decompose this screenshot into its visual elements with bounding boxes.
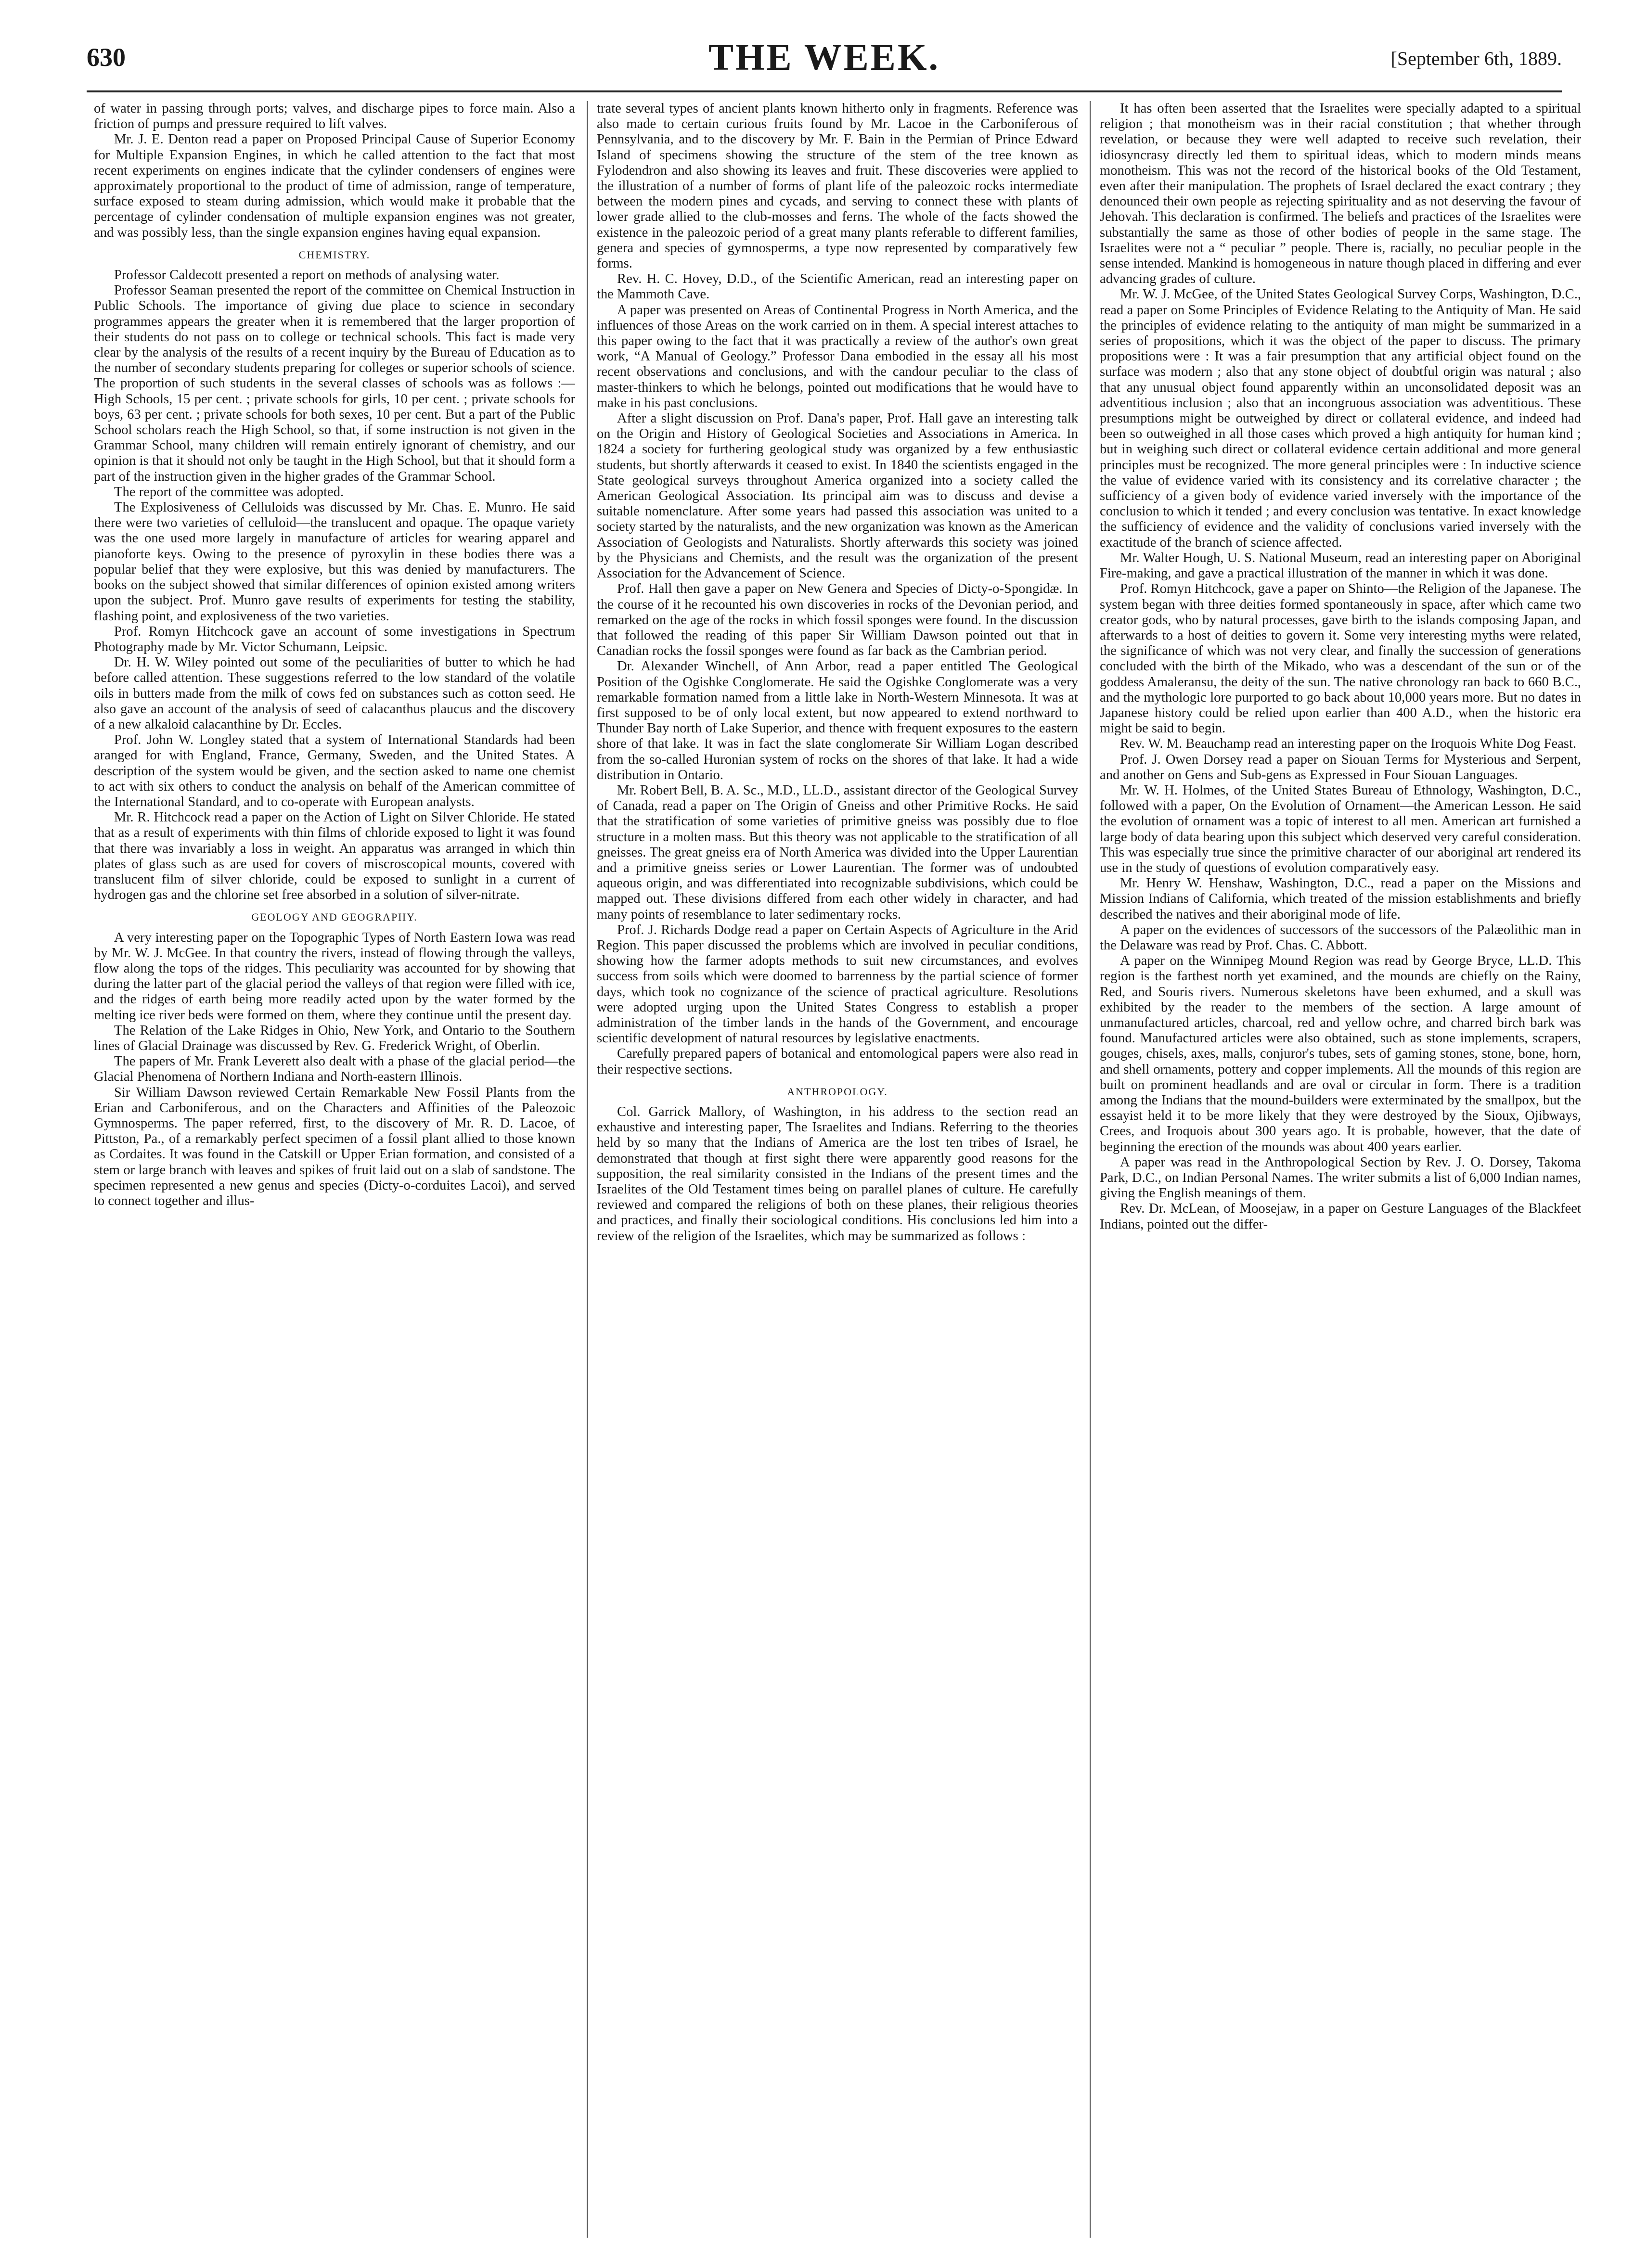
paragraph: A paper was read in the Anthropological Section by Rev. J. O. Dorsey, Takoma Park, D.C., on Indian Personal Names. The writer submits a list of 6,000 Indian names, giving the English meanings of them. [1100, 1154, 1581, 1201]
paragraph: Prof. J. Richards Dodge read a paper on Certain Aspects of Agriculture in the Arid Region. This paper discussed the problems which are involved in peculiar conditions, showing how the farmer adopts methods to suit new circumstances, and evolves success from soils which were doomed to barrenness by the partial science of former days, which took no cognizance of the science of practical agriculture. Resolutions were adopted urging upon the United States Congress to establish a proper administration of the timber lands in the hands of the Government, and encourage scientific development of natural resources by legislative enactments. [597, 922, 1078, 1046]
page-header [87, 34, 1562, 87]
paragraph: It has often been asserted that the Israelites were specially adapted to a spiritual religion ; that monotheism was in their racial constitution ; that whether through revelation, or because they were well adapted to receive such revelation, their idiosyncrasy directly led them to spiritual ideas, which to modern minds means monotheism. This was not the record of the historical books of the Old Testament, even after their manipulation. The prophets of Israel declared the exact contrary ; they denounced their own people as rejecting spirituality and as not deserving the favour of Jehovah. This declaration is confirmed. The beliefs and practices of the Israelites were substantially the same as those of other bodies of people in the same stage. The Israelites were not a “ peculiar ” people. There is, racially, no peculiar people in the sense intended. Mankind is homogeneous in nature though placed in differing and ever advancing grades of culture. [1100, 101, 1581, 287]
column-2 [597, 101, 1078, 2247]
paragraph: Col. Garrick Mallory, of Washington, in his address to the section read an exhaustive and interesting paper, The Israelites and Indians. Referring to the theories held by so many that the Indians of America are the lost ten tribes of Israel, he demonstrated that though at first sight there were apparently good reasons for the supposition, the real similarity consisted in the Indians of the present times and the Israelites of the Old Testament times being on parallel planes of culture. He carefully reviewed and compared the religions of both on these planes, their religious theories and practices, and finally their sociological conditions. His conclusions led him into a review of the religion of the Israelites, which may be summarized as follows : [597, 1104, 1078, 1243]
section-heading: GEOLOGY AND GEOGRAPHY. [251, 911, 418, 923]
paragraph: Dr. H. W. Wiley pointed out some of the peculiarities of butter to which he had before called attention. These suggestions referred to the low standard of the volatile oils in butters made from the milk of cows fed on substances such as cotton seed. He also gave an account of the analysis of seed of calacanthus plaucus and the discovery of a new alkaloid calacanthine by Dr. Eccles. [94, 655, 575, 732]
paragraph: Prof. Hall then gave a paper on New Genera and Species of Dicty-o-Spongidæ. In the course of it he recounted his own discoveries in rocks of the Devonian period, and remarked on the age of the rocks in which fossil sponges were found. In the discussion that followed the reading of this paper Sir William Dawson pointed out that in Canadian rocks the fossil sponges were found as far back as the Cambrian period. [597, 581, 1078, 659]
section-heading: ANTHROPOLOGY. [787, 1085, 888, 1098]
paragraph: Sir William Dawson reviewed Certain Remarkable New Fossil Plants from the Erian and Carboniferous, and on the Characters and Affinities of the Paleozoic Gymnosperms. The paper referred, first, to the discovery of Mr. R. D. Lacoe, of Pittston, Pa., of a remarkably perfect specimen of a fossil plant allied to those known as Cordaites. It was found in the Catskill or Upper Erian formation, and consisted of a stem or large branch with leaves and spikes of fruit laid out on a slab of sandstone. The specimen represented a new genus and species (Dicty-o-corduites Lacoi), and served to connect together and illus- [94, 1085, 575, 1209]
paragraph: Rev. W. M. Beauchamp read an interesting paper on the Iroquois White Dog Feast. [1120, 736, 1577, 752]
page-number: 630 [87, 43, 126, 72]
paragraph: Prof. Romyn Hitchcock gave an account of some investigations in Spectrum Photography made by Mr. Victor Schumann, Leipsic. [94, 624, 575, 654]
column-3 [1100, 101, 1581, 2247]
paragraph: Dr. Alexander Winchell, of Ann Arbor, read a paper entitled The Geological Position of the Ogishke Conglomerate. He said the Ogishke Conglomerate was a very remarkable formation named from a little lake in North-Western Minnesota. It was at first supposed to be of only local extent, but now appeared to extend northward to Thunder Bay north of Lake Superior, and thence with frequent exposures to the eastern shore of that lake. It was in fact the slate conglomerate Sir William Logan described from the so-called Huronian system of rocks on the shores of that lake. It had a wide distribution in Ontario. [597, 659, 1078, 782]
paragraph: A paper was presented on Areas of Continental Progress in North America, and the influences of those Areas on the work carried on in them. A special interest attaches to this paper owing to the fact that it was practically a review of the author's own great work, “A Manual of Geology.” Professor Dana embodied in the essay all his most recent observations and conclusions, and with the candour peculiar to the class of master-thinkers to which he belongs, pointed out modifications that he would have to make in his past conclusions. [597, 302, 1078, 410]
paragraph: The papers of Mr. Frank Leverett also dealt with a phase of the glacial period—the Glacial Phenomena of Northern Indiana and North-eastern Illinois. [94, 1054, 575, 1085]
paragraph: Rev. Dr. McLean, of Moosejaw, in a paper on Gesture Languages of the Blackfeet Indians, pointed out the differ- [1100, 1201, 1581, 1232]
paragraph: A paper on the Winnipeg Mound Region was read by George Bryce, LL.D. This region is the farthest north yet examined, and the mounds are chiefly on the Rainy, Red, and Souris rivers. Numerous skeletons have been exhumed, and a skull was exhibited by the reader to the members of the section. A large amount of unmanufactured articles, charcoal, red and yellow ochre, and charred birch bark was found. Manufactured articles were also obtained, such as stone implements, scrapers, gouges, chisels, axes, malls, conjuror's tubes, sets of gaming stones, stone, bone, horn, and shell ornaments, pottery and copper implements. All the mounds of this region are built on prominent headlands and are oval or circular in form. There is a tradition among the Indians that the mound-builders were exterminated by the smallpox, but the essayist held it to be more likely that they were destroyed by the Sioux, Ojibways, Crees, and Iroquois about 300 years ago. It is probable, however, that the date of beginning the erection of the mounds was about 400 years earlier. [1100, 953, 1581, 1154]
paragraph: of water in passing through ports; valves, and discharge pipes to force main. Also a friction of pumps and pressure required to lift valves. [94, 101, 575, 132]
paragraph: Mr. Henry W. Henshaw, Washington, D.C., read a paper on the Missions and Mission Indians of California, which treated of the mission establishments and briefly described the natives and their aboriginal mode of life. [1100, 876, 1581, 922]
paragraph: Mr. R. Hitchcock read a paper on the Action of Light on Silver Chloride. He stated that as a result of experiments with thin films of chloride exposed to light it was found that there was invariably a loss in weight. An apparatus was arranged in which thin plates of glass such as are used for covers of miscroscopical mounts, covered with translucent film of silver chloride, could be exposed to sunlight in a current of hydrogen gas and the chlorine set free absorbed in a solution of silver-nitrate. [94, 810, 575, 903]
paragraph: Prof. John W. Longley stated that a system of International Standards had been aranged for with England, France, Germany, Sweden, and the United States. A description of the system would be given, and the section asked to name one chemist to act with six others to conduct the analysis on behalf of the American committee of the International Standard, and to co-operate with European analysts. [94, 732, 575, 809]
section-heading: CHEMISTRY. [298, 248, 371, 261]
paragraph: The Relation of the Lake Ridges in Ohio, New York, and Ontario to the Southern lines of Glacial Drainage was discussed by Rev. G. Frederick Wright, of Oberlin. [94, 1023, 575, 1053]
paragraph: Rev. H. C. Hovey, D.D., of the Scientific American, read an interesting paper on the Mammoth Cave. [597, 271, 1078, 302]
paragraph: Carefully prepared papers of botanical and entomological papers were also read in their respective sections. [597, 1046, 1078, 1077]
paragraph: A very interesting paper on the Topographic Types of North Eastern Iowa was read by Mr. W. J. McGee. In that country the rivers, instead of flowing through the valleys, flow along the tops of the ridges. This peculiarity was accounted for by showing that during the latter part of the glacial period the valleys of that region were filled with ice, and the ridges of earth being more readily acted upon by the water formed by the melting ice river beds were formed on them, where they continue until the present day. [94, 930, 575, 1023]
paragraph: Mr. Walter Hough, U. S. National Museum, read an interesting paper on Aboriginal Fire-making, and gave a practical illustration of the manner in which it was done. [1100, 550, 1581, 581]
header-rule [87, 90, 1562, 92]
paragraph: After a slight discussion on Prof. Dana's paper, Prof. Hall gave an interesting talk on the Origin and History of Geological Societies and Associations in America. In 1824 a society for furthering geological study was organized by a few enthusiastic students, but shortly afterwards it ceased to exist. In 1840 the scientists engaged in the State geological surveys throughout America organized into a society called the American Geological Association. Its principal aim was to discuss and devise a suitable nomenclature. After some years had passed this association was united to a society started by the naturalists, and the new organization was known as the American Association of Geologists and Naturalists. Shortly afterwards this society was joined by the Physicians and Chemists, and the result was the organization of the present Association for the Advancement of Science. [597, 411, 1078, 581]
paragraph: The report of the committee was adopted. [114, 484, 344, 500]
paragraph: Mr. W. H. Holmes, of the United States Bureau of Ethnology, Washington, D.C., followed with a paper, On the Evolution of Ornament—the American Lesson. He said the evolution of ornament was a topic of interest to all men. American art furnished a large body of data bearing upon this subject which deserved very careful consideration. This was especially true since the primitive character of our aboriginal art rendered its use in the study of questions of evolution comparatively easy. [1100, 782, 1581, 875]
column-divider [587, 101, 588, 2238]
paragraph: Professor Seaman presented the report of the committee on Chemical Instruction in Public Schools. The importance of giving due place to science in secondary programmes appears the greater when it is remembered that the larger proportion of their students do not pass on to college or technical schools. This fact is made very clear by the analysis of the results of a recent inquiry by the Bureau of Education as to the number of secondary students preparing for colleges or superior schools of science. The proportion of such students in the several classes of schools was as follows :—High Schools, 15 per cent. ; private schools for girls, 10 per cent. ; private schools for boys, 63 per cent. ; private schools for both sexes, 10 per cent. But a part of the Public School scholars reach the High School, so that, if some instruction is not given in the Grammar School, many children will remain entirely ignorant of chemistry, and our opinion is that it should not only be taught in the High School, but that it should form a part of the instruction given in the higher grades of the Grammar School. [94, 283, 575, 484]
issue-date: [September 6th, 1889. [1390, 48, 1562, 69]
column-1 [94, 101, 575, 2247]
paragraph: The Explosiveness of Celluloids was discussed by Mr. Chas. E. Munro. He said there were two varieties of celluloid—the translucent and opaque. The opaque variety was the one used more largely in manufacture of articles for wearing apparel and pianoforte keys. Owing to the presence of pyroxylin in these bodies there was a popular belief that they were explosive, but this was denied by manufacturers. The books on the subject showed that similar differences of opinion existed among writers upon the subject. Prof. Munro gave results of experiments for testing the stability, flashing point, and explosiveness of the two varieties. [94, 500, 575, 624]
paragraph: trate several types of ancient plants known hitherto only in fragments. Reference was also made to certain curious fruits found by Mr. Lacoe in the Carboniferous of Pennsylvania, and to the discovery by Mr. F. Bain in the Permian of Prince Edward Island of specimens showing the structure of the stem of the tree known as Fylodendron and also showing its leaves and fruit. These discoveries were applied to the illustration of a number of forms of plant life of the paleozoic rocks intermediate between the modern pines and cycads, and serving to connect these with plants of lower grade allied to the club-mosses and ferns. The whole of the facts showed the existence in the paleozoic period of a great many plants referable to different families, genera and species of gymnosperms, a type now represented by comparatively few forms. [597, 101, 1078, 271]
paragraph: Mr. W. J. McGee, of the United States Geological Survey Corps, Washington, D.C., read a paper on Some Principles of Evidence Relating to the Antiquity of Man. He said the principles of evidence relating to the antiquity of man might be summarized in a series of propositions, which it was the object of the paper to discuss. The primary propositions were : It was a fair presumption that any artificial object found on the surface was modern ; also that any stone object of doubtful origin was natural ; also that any unusual object found apparently within an unconsolidated deposit was an adventitious inclusion ; also that an incongruous association was adventitious. These presumptions might be outweighed by direct or collateral evidence, and indeed had been so outweighed in all those cases which proved a high antiquity for human kind ; but in weighing such direct or collateral evidence certain additional and more general principles must be recognized. The more general principles were : In inductive science the value of evidence varied with its consistency and its correlative character ; the sufficiency of a given body of evidence varied inversely with the importance of the conclusion to which it tended ; and every conclusion was tentative. In exact knowledge the sufficiency of evidence and the validity of conclusions varied inversely with the exactitude of the branch of science affected. [1100, 287, 1581, 550]
column-divider [1090, 101, 1091, 2238]
masthead-title: THE WEEK. [708, 36, 940, 78]
paragraph: Prof. J. Owen Dorsey read a paper on Siouan Terms for Mysterious and Serpent, and another on Gens and Sub-gens as Expressed in Four Siouan Languages. [1100, 752, 1581, 782]
paragraph: Mr. Robert Bell, B. A. Sc., M.D., LL.D., assistant director of the Geological Survey of Canada, read a paper on The Origin of Gneiss and other Primitive Rocks. He said that the stratification of some varieties of primitive gneiss was possibly due to floe structure in a molten mass. But this theory was not applicable to the stratification of all gneisses. The great gneiss era of North America was divided into the Upper Laurentian and a primitive gneiss series or Lower Laurentian. The former was of undoubted aqueous origin, and was differentiated into recognizable subdivisions, which could be mapped out. These divisions differed from each other widely in character, and had many points of resemblance to later sedimentary rocks. [597, 782, 1078, 922]
paragraph: Prof. Romyn Hitchcock, gave a paper on Shinto—the Religion of the Japanese. The system began with three deities formed spontaneously in space, after which came two creator gods, who by natural processes, gave birth to the islands composing Japan, and afterwards to a host of deities to govern it. Some very interesting myths were related, the significance of which was not very clear, and finally the succession of generations concluded with the birth of the Mikado, who was a descendant of the sun or of the goddess Amaleransu, the deity of the sun. The native chronology ran back to 660 B.C., and the mythologic lore purported to go back about 10,000 years more. But no dates in Japanese history could be relied upon earlier than 400 A.D., when the historic era might be said to begin. [1100, 581, 1581, 736]
paragraph: Professor Caldecott presented a report on methods of analysing water. [114, 268, 500, 283]
paragraph: A paper on the evidences of successors of the successors of the Palæolithic man in the Delaware was read by Prof. Chas. C. Abbott. [1100, 922, 1581, 953]
paragraph: Mr. J. E. Denton read a paper on Proposed Principal Cause of Superior Economy for Multiple Expansion Engines, in which he called attention to the fact that most recent experiments on engines indicate that the cylinder condensers of engines were approximately proportional to the product of time of admission, range of temperature, surface exposed to steam during admission, which would make it probable that the percentage of cylinder condensation of multiple expansion engines was not greater, and was possibly less, than the single expansion engines having equal expansion. [94, 132, 575, 240]
